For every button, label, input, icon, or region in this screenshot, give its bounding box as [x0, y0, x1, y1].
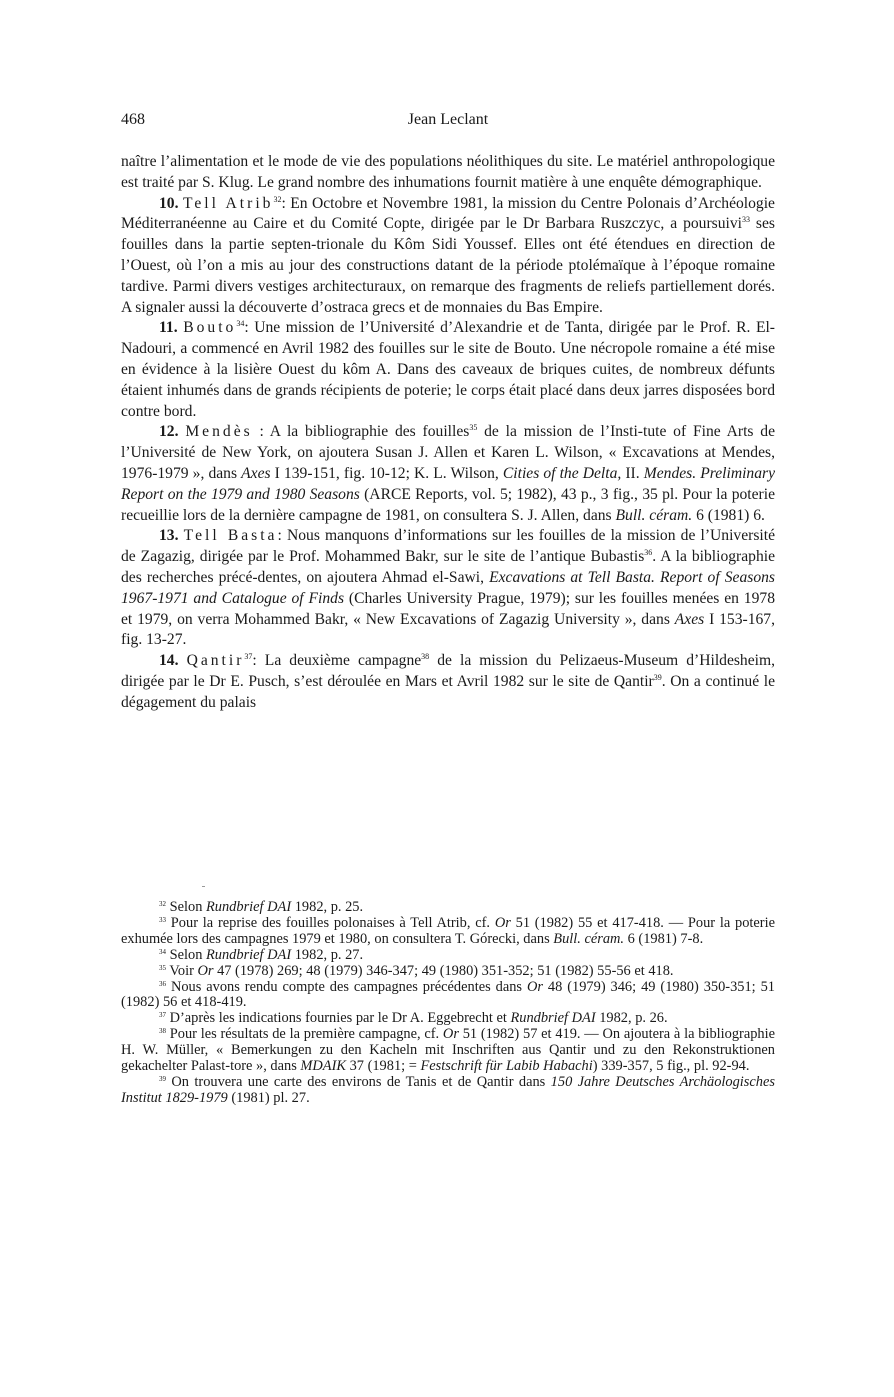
- footnote: [121, 980, 775, 1012]
- italic-title: Festschrift für Labib Habachi: [420, 1058, 593, 1075]
- paragraph-text: . A la bibliographie des recherches précé-dentes, on ajoutera Ahmad el-Sawi,: [121, 548, 775, 586]
- section-number: 12.: [159, 423, 179, 441]
- footnote-text: 1982, p. 27.: [291, 946, 364, 963]
- italic-title: Rundbrief DAI: [510, 1010, 596, 1027]
- footnote-text: On trouvera une carte des environs de Tanis et de Qantir dans: [171, 1073, 551, 1090]
- footnote-ref: 36: [644, 548, 653, 558]
- footnote-text: 48 (1979) 346; 49 (1980) 350-351; 51 (1982) 56 et 418-419.: [121, 978, 776, 1011]
- footnotes: [121, 900, 775, 1107]
- footnote-text: Nous avons rendu compte des campagnes précédentes dans: [170, 978, 527, 995]
- site-name: Bouto: [183, 319, 237, 337]
- italic-title: MDAIK: [300, 1058, 346, 1075]
- footnote-number: 39: [159, 1074, 166, 1083]
- italic-title: Rundbrief DAI: [206, 946, 292, 963]
- paragraph-text: : Nous manquons d’informations sur les fouilles de la mission de l’Université de Zagazig, dirigée par le Prof. Mohammed Bakr, sur le site de l’antique Bubastis: [121, 527, 775, 566]
- paragraph-text: . On a continué le dégagement du palais: [121, 672, 775, 711]
- paragraph-continuation: [121, 152, 775, 194]
- italic-title: Axes: [241, 464, 271, 482]
- footnote-text: Selon: [169, 946, 206, 963]
- italic-title: Or: [197, 962, 214, 979]
- italic-title: Or: [494, 914, 511, 931]
- paragraph-text: de la mission de l’Insti-tute of Fine Arts de l’Université de New York, on ajoutera Susan J. Allen et Karen L. Wilson, « Excavations at Mendes, 1976-1979 », dans: [121, 423, 775, 482]
- italic-title: Excavations at Tell Basta. Report of Seasons 1967-1971 and Catalogue of Finds: [121, 568, 775, 607]
- footnote-ref: 37: [244, 652, 253, 662]
- footnote-number: 36: [159, 979, 166, 988]
- footnote-number: 35: [159, 963, 166, 972]
- paragraph-text: : Une mission de l’Université d’Alexandrie et de Tanta, dirigée par le Prof. R. El-Nadouri, a commencé en Avril 1982 des fouilles sur le site de Bouto. Une nécropole romaine a été mise en évidence à la lisière Ouest du kôm A. Dans des caveaux de briques cuites, de nombreux défunts étaient inhumés dans de grands récipients de poterie; le corps était placé dans deux jarres disposées bord contre bord.: [121, 319, 775, 420]
- footnote-text: Pour la reprise des fouilles polonaises à Tell Atrib, cf.: [170, 914, 495, 931]
- paragraph-text: (ARCE Reports, vol. 5; 1982), 43 p., 3 fig., 35 pl. Pour la poterie recueillie lors de la dernière campagne de 1981, on consultera S. J. Allen, dans: [121, 485, 775, 524]
- footnote-separator: [202, 886, 205, 887]
- italic-title: Mendes. Preliminary Report on the 1979 and 1980 Seasons: [121, 464, 775, 503]
- text-line: naître l’alimentation et le mode de vie des populations néolithiques du site.: [121, 153, 597, 170]
- footnote-number: 33: [159, 915, 166, 924]
- section-number: 14.: [159, 652, 179, 670]
- footnote: [121, 948, 775, 964]
- italic-title: Rundbrief DAI: [206, 899, 292, 915]
- footnote-ref: 34: [236, 319, 245, 329]
- paragraph-qantir: [121, 651, 775, 713]
- footnote: [121, 900, 775, 916]
- footnote-text: D’après les indications fournies par le Dr A. Eggebrecht et: [169, 1010, 511, 1027]
- italic-title: Or: [526, 978, 543, 995]
- paragraph-text: : A la bibliographie des fouilles: [252, 423, 470, 441]
- paragraph-tell-basta: [121, 526, 775, 651]
- footnote-ref: 38: [421, 652, 430, 662]
- footnote-text: 51 (1982) 55 et 417-418. — Pour la poterie exhumée lors des campagnes 1979 et 1980, on consultera T. Górecki, dans: [121, 914, 775, 947]
- italic-title: Or: [442, 1026, 459, 1043]
- footnote-number: 37: [159, 1011, 166, 1020]
- footnote-ref: 33: [741, 215, 750, 225]
- footnote: [121, 916, 775, 948]
- site-name: Qantir: [186, 652, 245, 670]
- italic-title: Bull. céram.: [615, 506, 693, 524]
- footnote-text: 1982, p. 26.: [595, 1010, 668, 1027]
- paragraph-text: : La deuxième campagne: [252, 652, 422, 670]
- footnote: [121, 1027, 775, 1075]
- footnote-text: 37 (1981; =: [345, 1058, 421, 1075]
- paragraph-text: de la mission du Pelizaeus-Museum d’Hildesheim, dirigée par le Dr E. Pusch, s’est déroulée en Mars et Avril 1982 sur le site de Qantir: [121, 652, 776, 690]
- site-name: Mendès: [185, 423, 253, 441]
- italic-title: Cities of the Delta,: [502, 464, 622, 482]
- body-text: [121, 152, 775, 714]
- running-head: Jean Leclant: [407, 111, 489, 128]
- footnote: [121, 1011, 775, 1027]
- paragraph-bouto: [121, 318, 775, 422]
- paragraph-tell-atrib: [121, 194, 775, 319]
- footnote: [121, 1075, 775, 1107]
- paragraph-text: II.: [621, 464, 644, 482]
- paragraph-text: I 139-151, fig. 10-12; K. L. Wilson,: [270, 464, 503, 482]
- footnote-text: 47 (1978) 269; 48 (1979) 346-347; 49 (1980) 351-352; 51 (1982) 55-56 et 418.: [213, 962, 674, 979]
- paragraph-text: ses fouilles dans la partie septen-trionale du Kôm Sidi Youssef. Elles ont été étendues en direction de l’Ouest, où l’on a mis au jour des constructions datant de la période ptolémaïque à l’époque romaine tardive. Parmi divers vestiges architecturaux, on remarque des fragments de reliefs partiellement dorés. A signaler aussi la découverte d’ostraca grecs et de monnaies du Bas Empire.: [121, 215, 775, 316]
- site-name: Tell Basta: [183, 527, 278, 545]
- page-number: 468: [121, 111, 145, 128]
- site-name: Tell Atrib: [182, 194, 274, 212]
- paragraph-text: I 153-167, fig. 13-27.: [121, 610, 775, 649]
- footnote-number: 34: [159, 947, 166, 956]
- footnote-text: ) 339-357, 5 fig., pl. 92-94.: [592, 1058, 750, 1075]
- footnote-ref: 39: [653, 672, 662, 682]
- footnote-text: 1982, p. 25.: [291, 899, 364, 915]
- italic-title: 150 Jahre Deutsches Archäologisches Institut 1829-1979: [121, 1073, 775, 1106]
- section-number: 13.: [159, 527, 179, 545]
- paragraph-mendes: [121, 422, 775, 526]
- footnote-text: Pour les résultats de la première campagne, cf.: [169, 1026, 443, 1043]
- footnote-text: (1981) pl. 27.: [227, 1089, 310, 1106]
- footnote-number: 32: [159, 900, 166, 908]
- footnote: [121, 964, 775, 980]
- text-line: inhumations fournit matière à une enquête démographique.: [393, 173, 762, 191]
- footnote-text: Selon: [169, 899, 206, 915]
- footnote-text: 51 (1982) 57 et 419. — On ajoutera à la bibliographie H. W. Müller, « Bemerkungen zu den Kacheln mit Inschriften aus Qantir und zu den Rekonstruktionen gekachelter Palast-tore », dans: [121, 1026, 775, 1075]
- italic-title: Axes: [674, 610, 705, 628]
- footnote-text: Voir: [169, 962, 198, 979]
- text-line: Le matériel anthropologique est traité par S. Klug. Le grand nombre des: [121, 153, 775, 191]
- section-number: 10.: [159, 194, 179, 212]
- footnote-ref: 35: [469, 423, 478, 433]
- footnote-number: 38: [159, 1027, 166, 1036]
- paragraph-text: 6 (1981) 6.: [692, 506, 765, 524]
- page-header: [121, 111, 775, 137]
- section-number: 11.: [159, 319, 178, 337]
- paragraph-text: : En Octobre et Novembre 1981, la mission du Centre Polonais d’Archéologie Méditerranéenne au Caire et du Comité Copte, dirigée par le Dr Barbara Ruszczyc, a poursuivi: [121, 194, 775, 233]
- italic-title: Bull. céram.: [553, 930, 625, 947]
- paragraph-text: (Charles University Prague, 1979); sur les fouilles menées en 1978 et 1979, on verra Mohammed Bakr, « New Excavations of Zagazig University », dans: [121, 589, 775, 628]
- footnote-ref: 32: [273, 194, 282, 204]
- footnote-text: 6 (1981) 7-8.: [624, 930, 704, 947]
